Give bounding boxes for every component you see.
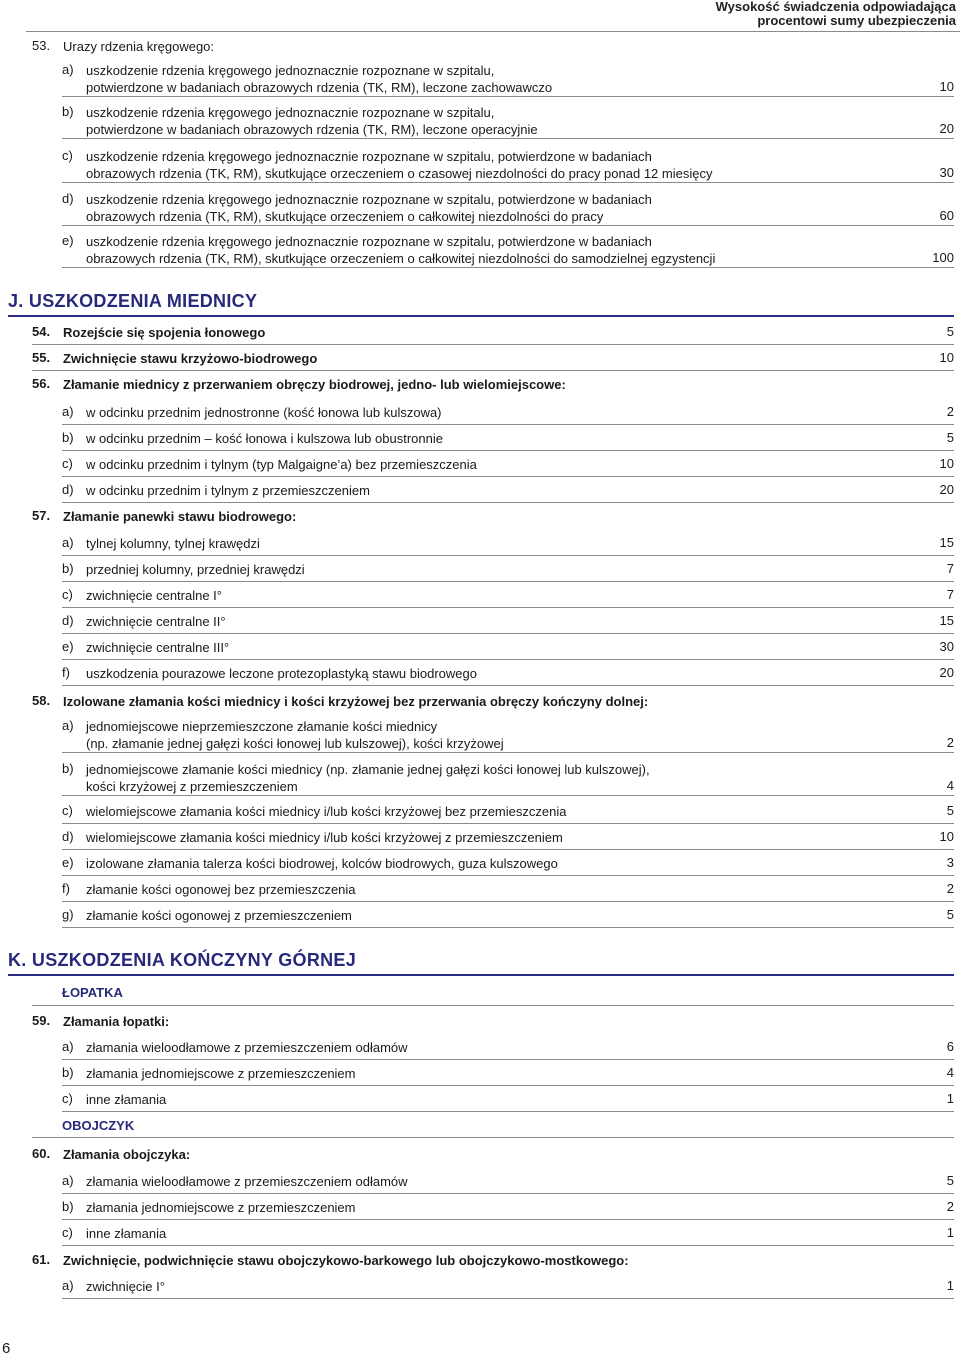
item-59a [62, 1039, 954, 1060]
subsection-lopatka: ŁOPATKA [62, 985, 123, 1000]
item-text: zwichnięcie centralne II° [86, 614, 226, 629]
item-text: złamania wieloodłamowe z przemieszczeniem odłamów [86, 1040, 408, 1055]
item-letter: a) [62, 1173, 74, 1188]
item-letter: a) [62, 718, 74, 733]
section-heading-k: K. USZKODZENIA KOŃCZYNY GÓRNEJ [8, 950, 954, 976]
item-letter: f) [62, 881, 70, 896]
item-number: 57. [32, 508, 51, 523]
column-header-line2: procentowi sumy ubezpieczenia [757, 13, 956, 28]
item-value: 5 [946, 907, 954, 922]
item-title: Izolowane złamania kości miednicy i kości krzyżowej bez przerwania obręczy kończyny dolnej: [63, 694, 649, 709]
item-value: 3 [946, 855, 954, 870]
item-text: izolowane złamania talerza kości biodrowej, kolców biodrowych, guza kulszowego [86, 856, 558, 871]
item-letter: d) [62, 191, 74, 206]
item-text: zwichnięcie centralne III° [86, 640, 230, 655]
item-letter: e) [62, 233, 74, 248]
item-value: 5 [946, 803, 954, 818]
item-letter: c) [62, 456, 73, 471]
item-letter: g) [62, 907, 74, 922]
item-55 [32, 350, 954, 371]
item-58f [62, 881, 954, 902]
item-text: w odcinku przednim jednostronne (kość łonowa lub kulszowa) [86, 405, 442, 420]
item-letter: a) [62, 1039, 74, 1054]
item-57f [62, 665, 954, 686]
item-text: inne złamania [86, 1226, 167, 1241]
item-text: przedniej kolumny, przedniej krawędzi [86, 562, 305, 577]
item-53c [62, 148, 954, 183]
item-title: Złamanie miednicy z przerwaniem obręczy biodrowej, jedno- lub wielomiejscowe: [63, 377, 566, 392]
item-text: uszkodzenie rdzenia kręgowego jednoznacznie rozpoznane w szpitalu, potwierdzone w badaniach obrazowych rdzenia (TK, RM), leczone operacyjnie [86, 105, 538, 137]
item-title: Rozejście się spojenia łonowego [63, 325, 266, 340]
item-title: Złamanie panewki stawu biodrowego: [63, 509, 297, 524]
item-value: 4 [946, 778, 954, 793]
item-value: 5 [946, 430, 954, 445]
item-text: złamania jednomiejscowe z przemieszczeniem [86, 1200, 356, 1215]
item-letter: c) [62, 803, 73, 818]
item-value: 10 [939, 829, 954, 844]
item-text: złamania jednomiejscowe z przemieszczeniem [86, 1066, 356, 1081]
item-value: 1 [946, 1225, 954, 1240]
item-title: Złamania obojczyka: [63, 1147, 191, 1162]
item-number: 54. [32, 324, 51, 339]
item-57c [62, 587, 954, 608]
item-title: Urazy rdzenia kręgowego: [63, 39, 215, 54]
item-56-heading [32, 376, 954, 396]
item-value: 30 [939, 165, 954, 180]
item-text: jednomiejscowe nieprzemieszczone złamanie kości miednicy (np. złamanie jednej gałęzi kości łonowej lub kulszowej), kości krzyżowej [86, 719, 504, 751]
item-56a [62, 404, 954, 425]
item-value: 2 [946, 881, 954, 896]
item-letter: b) [62, 561, 74, 576]
item-58-heading [32, 693, 954, 713]
item-text: uszkodzenia pourazowe leczone protezoplastyką stawu biodrowego [86, 666, 477, 681]
item-number: 61. [32, 1252, 51, 1267]
item-letter: c) [62, 148, 73, 163]
column-header-line1: Wysokość świadczenia odpowiadająca [715, 0, 956, 14]
item-text: zwichnięcie centralne I° [86, 588, 222, 603]
item-56d [62, 482, 954, 503]
item-letter: e) [62, 855, 74, 870]
item-value: 5 [946, 324, 954, 339]
item-58b [62, 761, 954, 796]
item-58a [62, 718, 954, 753]
item-letter: a) [62, 1278, 74, 1293]
item-letter: d) [62, 482, 74, 497]
item-value: 1 [946, 1278, 954, 1293]
item-53e [62, 233, 954, 268]
item-54 [32, 324, 954, 345]
item-letter: d) [62, 613, 74, 628]
item-value: 1 [946, 1091, 954, 1106]
item-text: uszkodzenie rdzenia kręgowego jednoznacznie rozpoznane w szpitalu, potwierdzone w badaniach obrazowych rdzenia (TK, RM), skutkujące orzeczeniem o całkowitej niezdolności do samodzielnej egzystencji [86, 234, 716, 266]
item-letter: b) [62, 1065, 74, 1080]
item-text: uszkodzenie rdzenia kręgowego jednoznacznie rozpoznane w szpitalu, potwierdzone w badaniach obrazowych rdzenia (TK, RM), skutkujące orzeczeniem o całkowitej niezdolności do pracy [86, 192, 652, 224]
item-57d [62, 613, 954, 634]
item-58c [62, 803, 954, 824]
item-letter: b) [62, 430, 74, 445]
item-value: 10 [939, 350, 954, 365]
item-text: złamanie kości ogonowej z przemieszczeniem [86, 908, 352, 923]
item-value: 60 [939, 208, 954, 223]
item-letter: b) [62, 1199, 74, 1214]
item-value: 10 [939, 79, 954, 94]
item-value: 2 [946, 1199, 954, 1214]
item-title: Złamania łopatki: [63, 1014, 170, 1029]
item-53b [62, 104, 954, 139]
item-58e [62, 855, 954, 876]
item-60-heading [32, 1146, 954, 1166]
item-number: 58. [32, 693, 51, 708]
item-text: w odcinku przednim i tylnym (typ Malgaigne’a) bez przemieszczenia [86, 457, 477, 472]
item-text: tylnej kolumny, tylnej krawędzi [86, 536, 260, 551]
item-59b [62, 1065, 954, 1086]
item-text: złamanie kości ogonowej bez przemieszczenia [86, 882, 356, 897]
subsection-divider [32, 1005, 954, 1006]
page-number: 6 [2, 1340, 11, 1357]
item-56b [62, 430, 954, 451]
item-59c [62, 1091, 954, 1112]
item-value: 100 [932, 250, 954, 265]
item-letter: a) [62, 535, 74, 550]
item-text: inne złamania [86, 1092, 167, 1107]
item-number: 56. [32, 376, 51, 391]
item-text: wielomiejscowe złamania kości miednicy i/lub kości krzyżowej bez przemieszczenia [86, 804, 567, 819]
item-letter: d) [62, 829, 74, 844]
item-number: 53. [32, 38, 51, 53]
item-value: 30 [939, 639, 954, 654]
item-text: uszkodzenie rdzenia kręgowego jednoznacznie rozpoznane w szpitalu, potwierdzone w badaniach obrazowych rdzenia (TK, RM), leczone zachowawczo [86, 63, 553, 95]
item-title: Zwichnięcie stawu krzyżowo-biodrowego [63, 351, 318, 366]
item-57b [62, 561, 954, 582]
item-text: w odcinku przednim – kość łonowa i kulszowa lub obustronnie [86, 431, 443, 446]
item-57-heading [32, 508, 954, 528]
item-53d [62, 191, 954, 226]
column-header [716, 0, 956, 28]
item-61-heading [32, 1252, 954, 1272]
item-61a [62, 1278, 954, 1299]
subsection-obojczyk: OBOJCZYK [62, 1118, 135, 1133]
item-value: 15 [939, 535, 954, 550]
item-letter: b) [62, 761, 74, 776]
item-text: zwichnięcie I° [86, 1279, 165, 1294]
item-58g [62, 907, 954, 928]
header-divider [26, 31, 960, 32]
item-value: 2 [946, 735, 954, 750]
item-text: wielomiejscowe złamania kości miednicy i/lub kości krzyżowej z przemieszczeniem [86, 830, 563, 845]
item-letter: e) [62, 639, 74, 654]
item-value: 7 [946, 561, 954, 576]
item-letter: a) [62, 62, 74, 77]
item-text: w odcinku przednim i tylnym z przemieszczeniem [86, 483, 370, 498]
item-value: 6 [946, 1039, 954, 1054]
item-58d [62, 829, 954, 850]
subsection-divider [32, 1137, 954, 1138]
item-56c [62, 456, 954, 477]
item-title: Zwichnięcie, podwichnięcie stawu obojczykowo-barkowego lub obojczykowo-mostkowego: [63, 1253, 629, 1268]
item-59-heading [32, 1013, 954, 1033]
item-60a [62, 1173, 954, 1194]
item-value: 4 [946, 1065, 954, 1080]
item-text: jednomiejscowe złamanie kości miednicy (np. złamanie jednej gałęzi kości łonowej lub kulszowej), kości krzyżowej z przemieszczeniem [86, 762, 650, 794]
item-value: 20 [939, 482, 954, 497]
item-value: 2 [946, 404, 954, 419]
item-letter: c) [62, 1225, 73, 1240]
item-value: 10 [939, 456, 954, 471]
item-value: 15 [939, 613, 954, 628]
item-text: uszkodzenie rdzenia kręgowego jednoznacznie rozpoznane w szpitalu, potwierdzone w badaniach obrazowych rdzenia (TK, RM), skutkujące orzeczeniem o czasowej niezdolności do pracy ponad 12 miesięcy [86, 149, 713, 181]
item-value: 5 [946, 1173, 954, 1188]
item-value: 20 [939, 121, 954, 136]
item-value: 20 [939, 665, 954, 680]
item-57e [62, 639, 954, 660]
item-number: 60. [32, 1146, 51, 1161]
item-letter: c) [62, 1091, 73, 1106]
item-53a [62, 62, 954, 97]
item-53-heading [32, 38, 954, 58]
section-heading-j: J. USZKODZENIA MIEDNICY [8, 291, 954, 317]
item-letter: c) [62, 587, 73, 602]
item-letter: a) [62, 404, 74, 419]
item-60c [62, 1225, 954, 1246]
item-text: złamania wieloodłamowe z przemieszczeniem odłamów [86, 1174, 408, 1189]
item-letter: f) [62, 665, 70, 680]
item-60b [62, 1199, 954, 1220]
item-letter: b) [62, 104, 74, 119]
item-number: 59. [32, 1013, 51, 1028]
item-number: 55. [32, 350, 51, 365]
item-57a [62, 535, 954, 556]
item-value: 7 [946, 587, 954, 602]
